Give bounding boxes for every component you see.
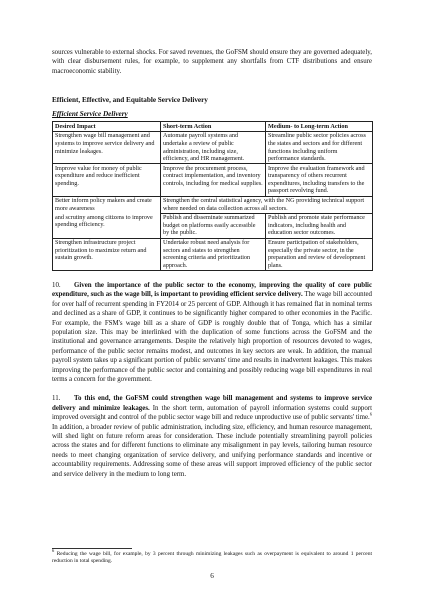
- cell-impact: Better inform policy makers and create more awareness: [53, 196, 161, 213]
- paragraph-lead: Given the importance of the public sector to the economy, improving the quality of core public expenditure, such as the wage bill, is important to providing efficient service delivery.: [52, 281, 372, 299]
- cell-impact: Strengthen infrastructure project prioritization to maximize return and sustain growth.: [53, 238, 161, 270]
- paragraph-text: The wage bill accounted for over half of recurrent spending in FY2014 or 25 percent of GDP. Although it has remained flat in nominal terms and declined as a share of GDP, it continues to be significantly higher compared to other economies in the Pacific. For example, the FSM's wage bill as a share of GDP is roughly double that of Tonga, which has a similar population size. This may be interlinked with the duplication of some functions across the GoFSM and the institutional and governance arrangements. Despite the relatively high proportion of resources devoted to wages, performance of the public sector remains modest, and outcomes in key sectors are weak. In addition, the manual payroll system takes up a significant portion of public servants' time and results in inadvertent leakages. This makes improving the performance of the public sector and containing and possibly reducing wage bill expenditures in real terms a concern for the government.: [52, 291, 372, 383]
- footnote-text: Reducing the wage bill, for example, by 3 percent through minimizing leakages such as overpayment is equivalent to around 1 percent reduction in total spending.: [52, 551, 372, 564]
- paragraph-lead: To this end, the GoFSM could strengthen wage bill management and systems to improve service delivery and minimize leakages.: [52, 395, 372, 412]
- cell-short-term: Undertake robust need analysis for sectors and states to strengthen screening criteria and prioritization approach.: [161, 238, 266, 270]
- cell-long-term: Publish and promote state performance indicators, including health and education sector outcomes.: [266, 213, 373, 238]
- paragraph-number: 10.: [52, 281, 61, 289]
- footnote-reference[interactable]: 6: [369, 411, 372, 417]
- header-long-term: Medium- to Long-term Action: [266, 122, 373, 132]
- cell-short-term: Automate payroll systems and undertake a review of public administration, including size, efficiency, and HR management.: [161, 131, 266, 163]
- header-desired-impact: Desired Impact: [53, 122, 161, 132]
- paragraph-11: [52, 394, 372, 479]
- paragraph-text: In the short term, automation of payroll information systems could support improved oversight and control of the public sector wage bill and reduce unproductive use of public servants' time.: [52, 404, 372, 422]
- actions-table: [52, 121, 373, 271]
- cell-long-term: Ensure participation of stakeholders, especially the private sector, in the preparation and review of development plans.: [266, 238, 373, 270]
- cell-long-term: Streamline public sector policies across the states and sectors and for different functions including uniform performance standards.: [266, 131, 373, 163]
- page-body: [52, 48, 372, 479]
- table-row: [53, 196, 373, 213]
- table-header-row: [53, 122, 373, 132]
- page-number: 6: [210, 572, 214, 580]
- cell-short-term: Improve the procurement process, contract implementation, and inventory controls, including for medical supplies.: [161, 164, 266, 196]
- cell-long-term: Improve the evaluation framework and transparency of others recurrent expenditures, including transfers to the passport revolving fund.: [266, 164, 373, 196]
- paragraph-10: [52, 281, 372, 384]
- intro-paragraph: sources vulnerable to external shocks. For saved revenues, the GoFSM should ensure they are governed adequately, with clear disbursement rules, for example, to supplement any shortfalls from CTF distributions and ensure macroeconomic stability.: [52, 49, 372, 75]
- cell-short-term: Publish and disseminate summarized budget on platforms easily accessible by the public.: [161, 213, 266, 238]
- footnote-marker: 6: [52, 548, 55, 554]
- footnote-divider: [52, 548, 132, 549]
- cell-impact: Improve value for money of public expenditure and reduce inefficient spending.: [53, 164, 161, 196]
- cell-impact: and scrutiny among citizens to improve spending efficiency.: [53, 213, 161, 238]
- section-heading: Efficient, Effective, and Equitable Service Delivery: [52, 96, 208, 105]
- subheading: Efficient Service Delivery: [52, 110, 128, 119]
- table-row: [53, 164, 373, 196]
- table-row: [53, 213, 373, 238]
- footnote: [52, 548, 372, 565]
- cell-span-action: Strengthen the central statistical agency, with the NG providing technical support where needed on data collection across all sectors.: [161, 196, 373, 213]
- header-short-term: Short-term Action: [161, 122, 266, 132]
- cell-impact: Strengthen wage bill management and systems to improve service delivery and minimize leakages.: [53, 131, 161, 163]
- paragraph-text: In addition, a broader review of public administration, including size, efficiency, and human resource management, will shed light on future reform areas for consideration. These include potentially streamlining payroll policies across the states and for different functions to eliminate any misalignment in pay levels, tailoring human resource needs to meet changing organization of service delivery, and unifying performance standards and incentive or accountability requirements. Addressing some of these areas will support improved efficiency of the public sector and service delivery in the medium to long term.: [52, 423, 372, 478]
- paragraph-number: 11.: [52, 395, 61, 403]
- table-row: [53, 131, 373, 163]
- table-row: [53, 238, 373, 270]
